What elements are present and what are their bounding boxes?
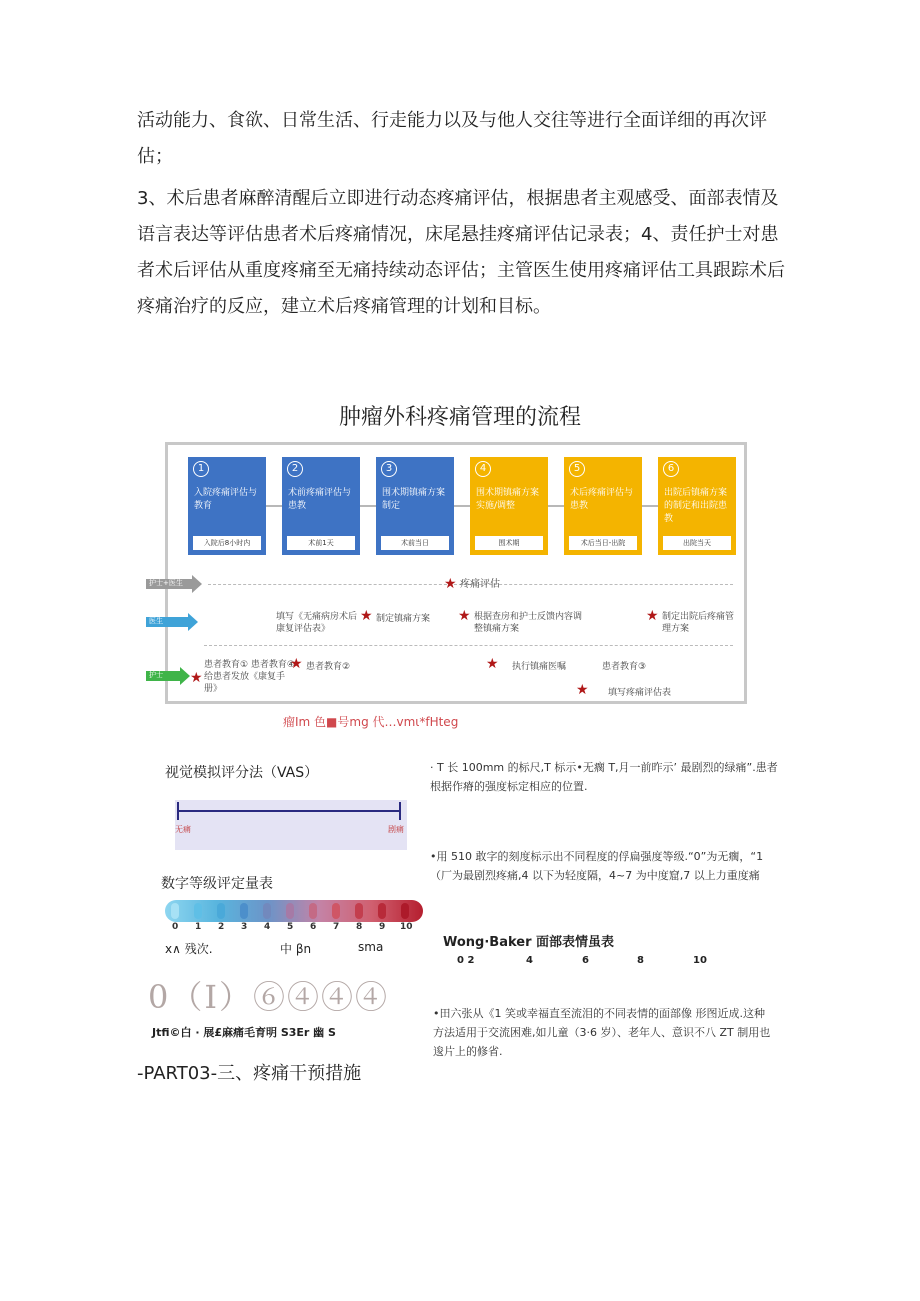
nrs-number: 5 [287, 922, 294, 932]
flow-item: 疼痛评估 [460, 579, 500, 590]
row-divider [204, 645, 733, 646]
paragraph-postop-assessment: 3、术后患者麻醉清醒后立即进行动态疼痛评估，根据患者主观感受、面部表情及语言表达等评估患者术后疼痛情况，床尾悬挂疼痛评估记录表；4、责任护士对患者术后评估从重度疼痛至无痛持续动态评估；主管医生使用疼痛评估工具跟踪术后疼痛治疗的反应，建立术后疼痛管理的计划和目标。 [137, 188, 785, 317]
nrs-marker [286, 903, 294, 919]
row-label: 护士 [149, 671, 163, 679]
vas-label-worst: 剧痛 [388, 825, 404, 834]
flow-step-2 [282, 457, 360, 555]
nrs-marker [332, 903, 340, 919]
step-timing: 术后当日-出院 [569, 536, 637, 550]
flowchart-caption: 瘤Im 色■号mg 代…vmι*fHteg [283, 715, 459, 729]
flow-step-3 [376, 457, 454, 555]
step-text: 出院后镇痛方案的制定和出院患教 [664, 488, 728, 524]
nrs-marker [355, 903, 363, 919]
vas-line [177, 810, 401, 812]
step-number: 1 [193, 461, 209, 477]
vas-scale-panel [175, 800, 407, 850]
nrs-range-label-mild: x∧ 残次. [165, 942, 213, 956]
nrs-number: 6 [310, 922, 317, 932]
wong-baker-faces: 0（I）⑥④④④ [148, 978, 390, 1016]
vas-tick-left [177, 802, 179, 820]
flow-item: 制定出院后疼痛管理方案 [662, 612, 735, 634]
flow-item: 制定镇痛方案 [376, 614, 431, 624]
star-icon: ★ [486, 656, 499, 672]
step-text: 入院疼痛评估与教育 [194, 488, 258, 511]
flow-item: 患者教育② [306, 662, 351, 672]
vas-title: 视觉模拟评分法（VAS） [165, 765, 319, 781]
nrs-number: 1 [195, 922, 202, 932]
nrs-marker [401, 903, 409, 919]
flow-step-1 [188, 457, 266, 555]
step-text: 术后疼痛评估与患教 [570, 488, 634, 511]
wong-baker-title: Wong·Baker 面部表情虽表 [443, 935, 615, 950]
wong-baker-description: •田六张从《1 笑或幸福直至流泪的不同表情的面部像 形图近成.这种方法适用于交流困难,如儿童（3·6 岁）、老年人、意识不八 ZT 制用也逡片上的修省. [433, 1007, 771, 1058]
step-text: 术前疼痛评估与患教 [288, 488, 352, 511]
wong-number: 4 [526, 955, 533, 966]
step-number: 5 [569, 461, 585, 477]
step-number: 3 [381, 461, 397, 477]
nrs-number: 7 [333, 922, 340, 932]
vas-description: · T 长 100mm 的标尺,T 标示•无瘸 T,月一前昨示’ 最剧烈的绿痛”.患者根据作瘠的强度标定相应的位置. [430, 761, 778, 793]
flow-item: 填写疼痛评估表 [608, 688, 672, 698]
step-number: 4 [475, 461, 491, 477]
nrs-number: 8 [356, 922, 363, 932]
flow-step-5 [564, 457, 642, 555]
wong-number: 0 2 [457, 955, 475, 966]
star-icon: ★ [360, 608, 373, 624]
nrs-title: 数字等级评定量表 [161, 876, 273, 892]
flow-item: 填写《无痛病房术后康复评估表》 [276, 612, 358, 634]
step-timing: 术前当日 [381, 536, 449, 550]
flow-title: 肿瘤外科疼痛管理的流程 [338, 405, 581, 430]
step-connector [360, 505, 376, 507]
row-arrow-doctor [146, 613, 198, 631]
star-icon: ★ [290, 656, 303, 672]
step-connector [642, 505, 658, 507]
star-icon: ★ [190, 670, 203, 686]
step-text: 围术期镇痛方案制定 [382, 488, 446, 511]
step-timing: 入院后8小时内 [193, 536, 261, 550]
step-connector [266, 505, 282, 507]
step-number: 6 [663, 461, 679, 477]
nrs-description: •用 510 敢字的刻度标示出不同程度的俘扁强度等级.“0”为无瘸，“1（厂为最剧烈疼痛,4 以下为轻度隔，4~7 为中度窟,7 以上力重度痛 [430, 850, 764, 882]
wong-number: 8 [637, 955, 644, 966]
flow-step-6 [658, 457, 736, 555]
pain-management-flowchart [149, 442, 747, 704]
step-text: 围术期镇痛方案实施/调整 [476, 488, 540, 511]
step-timing: 出院当天 [663, 536, 731, 550]
star-icon: ★ [444, 576, 457, 592]
nrs-marker [378, 903, 386, 919]
flow-item: 根据查房和护士反馈内容调整镇痛方案 [474, 612, 583, 634]
nrs-number: 4 [264, 922, 271, 932]
vas-label-none: 无痛 [175, 825, 191, 834]
star-icon: ★ [646, 608, 659, 624]
faces-caption: Jtfi©白 · 展£麻痛毛育明 S3Er 幽 S [152, 1026, 336, 1039]
wong-number: 6 [582, 955, 589, 966]
nrs-marker [240, 903, 248, 919]
flow-item: 患者教育① 患者教育④ 给患者发放《康复手册》 [204, 660, 295, 694]
row-label: 护士+医生 [149, 579, 183, 587]
flow-item: 患者教育③ [602, 662, 647, 672]
nrs-marker [263, 903, 271, 919]
nrs-marker [217, 903, 225, 919]
wong-number: 10 [693, 955, 707, 966]
nrs-number: 9 [379, 922, 386, 932]
step-number: 2 [287, 461, 303, 477]
flow-item: 执行镇痛医嘱 [512, 662, 567, 672]
step-connector [548, 505, 564, 507]
nrs-number: 0 [172, 922, 179, 932]
nrs-marker [194, 903, 202, 919]
nrs-range-label-moderate: 中 βn [280, 942, 312, 956]
flow-step-4 [470, 457, 548, 555]
step-connector [454, 505, 470, 507]
nrs-number: 10 [400, 922, 413, 932]
nrs-marker [171, 903, 179, 919]
paragraph-assessment-continued: 活动能力、食欲、日常生活、行走能力以及与他人交往等进行全面详细的再次评估； [137, 110, 767, 167]
step-timing: 围术期 [475, 536, 543, 550]
star-icon: ★ [458, 608, 471, 624]
row-label: 医生 [149, 617, 163, 625]
nrs-range-label-severe: sma [358, 940, 384, 954]
nrs-number: 2 [218, 922, 225, 932]
nrs-marker [309, 903, 317, 919]
vas-tick-right [399, 802, 401, 820]
row-arrow-nurse [146, 667, 190, 685]
step-timing: 术前1天 [287, 536, 355, 550]
star-icon: ★ [576, 682, 589, 698]
nrs-number: 3 [241, 922, 248, 932]
section-heading: -PART03-三、疼痛干预措施 [137, 1063, 362, 1084]
row-arrow-nurse-doctor [146, 575, 202, 593]
